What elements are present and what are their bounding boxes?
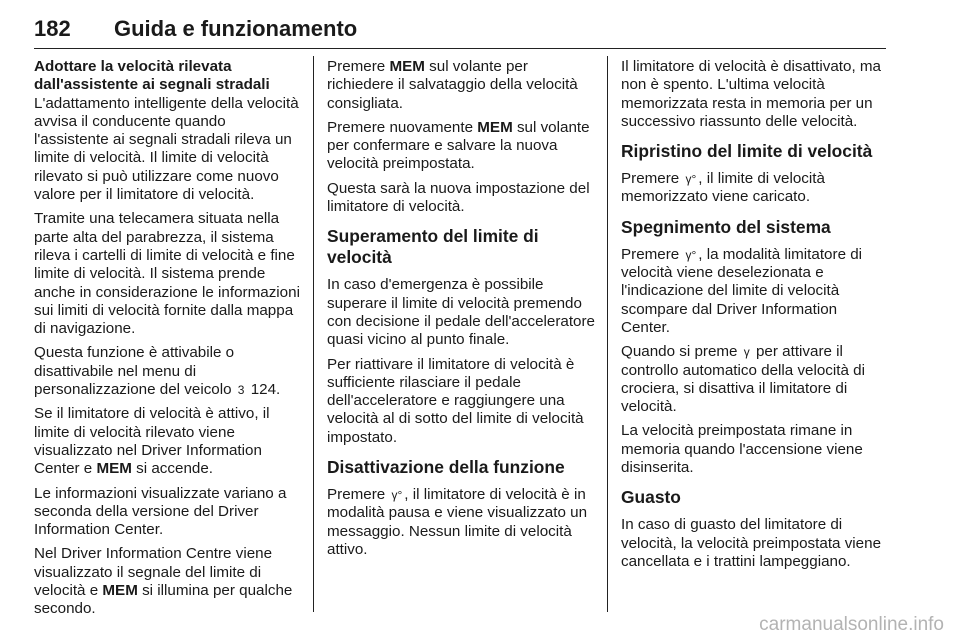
paragraph — [34, 545, 300, 618]
paragraph-text: per attivare il controllo automatico della velocità di crociera, si disattiva il limitatore di velocità. — [621, 343, 865, 416]
paragraph — [621, 343, 889, 416]
section-heading-restore-limit: Ripristino del limite di velocità — [621, 141, 873, 162]
paragraph-text: si illumina per qualche secondo. — [34, 582, 293, 618]
paragraph-text: Questa funzione è attivabile o disattivabile nel menu di personalizzazione del veicolo — [34, 344, 235, 399]
paragraph-text: sul volante per richiedere il salvataggio della velocità consigliata. — [327, 58, 578, 112]
paragraph: Questa sarà la nuova impostazione del limitatore di velocità. — [327, 179, 590, 216]
paragraph-text: Premere — [621, 170, 680, 188]
paragraph-text: Premere — [621, 245, 680, 263]
paragraph: Il limitatore di velocità è disattivato, ma non è spento. L'ultima velocità memorizzata resta in memoria per un successivo riassunto delle velocità. — [621, 58, 881, 130]
paragraph — [34, 344, 300, 399]
column-1 — [34, 58, 300, 625]
paragraph: Tramite una telecamera situata nella parte alta del parabrezza, il sistema rileva i cartelli di limite di velocità e fine limite di velocità. Il sistema prende anche in considerazione le informazioni sui limiti di velocità fornite dalla mappa di navigazione. — [34, 210, 300, 338]
section-heading-system-off: Spegnimento del sistema — [621, 216, 831, 237]
mem-label: MEM — [96, 460, 132, 478]
page-header — [34, 10, 886, 49]
column-3 — [621, 58, 889, 577]
paragraph-text: Premere nuovamente — [327, 118, 474, 136]
section-heading-fault: Guasto — [621, 487, 681, 508]
section-heading-adopt-speed: Adottare la velocità rilevata dall'assistente ai segnali stradali — [34, 58, 270, 94]
limiter-pause-icon: γ° — [391, 488, 403, 503]
paragraph: L'adattamento intelligente della velocità avvisa il conducente quando l'assistente ai segnali stradali rileva un limite di velocità. Il limite di velocità rilevato si può utilizzare come nuovo valore per il limitatore di velocità. — [34, 94, 299, 204]
section-heading-deactivation: Disattivazione della funzione — [327, 457, 565, 478]
paragraph: La velocità preimpostata rimane in memoria quando l'accensione viene disinserita. — [621, 422, 863, 477]
paragraph-text: Premere — [327, 486, 386, 504]
paragraph-text: , la modalità limitatore di velocità viene deselezionata e l'indicazione del limite di velocità scompare dal Driver Information Center. — [621, 245, 863, 336]
paragraph-text: , il limite di velocità memorizzato viene caricato. — [621, 170, 825, 206]
mem-label: MEM — [477, 118, 513, 136]
column-2 — [327, 58, 595, 565]
page-reference-arrow-icon[interactable]: 3 — [237, 383, 245, 398]
section-heading-exceed-limit: Superamento del limite di velocità — [327, 226, 539, 268]
watermark: carmanualsonline.info — [759, 614, 944, 635]
paragraph — [621, 170, 889, 207]
column-divider-2 — [607, 56, 608, 612]
paragraph: In caso di guasto del limitatore di velocità, la velocità preimpostata viene cancellata e i trattini lampeggiano. — [621, 516, 882, 570]
page-number: 182 — [34, 16, 71, 41]
paragraph — [327, 58, 595, 113]
page-reference[interactable]: 124. — [250, 381, 281, 399]
mem-label: MEM — [102, 582, 138, 600]
mem-label: MEM — [389, 58, 425, 75]
paragraph: Per riattivare il limitatore di velocità è sufficiente rilasciare il pedale dell'acceleratore e raggiungere una velocità al di sotto del limite di velocità impostato. — [327, 355, 584, 446]
paragraph — [327, 486, 595, 559]
paragraph-text: , il limitatore di velocità è in modalità pausa e viene visualizzato un messaggio. Nessun limite di velocità attivo. — [327, 486, 588, 558]
paragraph-text: Nel Driver Information Centre viene visualizzato il segnale del limite di velocità e — [34, 545, 273, 600]
page-title: Guida e funzionamento — [114, 16, 358, 41]
limiter-resume-icon: γ° — [685, 172, 697, 187]
paragraph-text: sul volante per confermare e salvare la nuova velocità preimpostata. — [327, 118, 590, 173]
paragraph-text: Quando si preme — [621, 343, 738, 361]
paragraph-text: Se il limitatore di velocità è attivo, il limite di velocità rilevato viene visualizzato nel Driver Information Center e — [34, 405, 270, 478]
limiter-off-icon: γ° — [685, 247, 697, 262]
paragraph — [327, 119, 595, 174]
paragraph-text: Premere — [327, 58, 386, 75]
paragraph-text: si accende. — [136, 460, 213, 478]
paragraph: Le informazioni visualizzate variano a seconda della versione del Driver Information Center. — [34, 484, 287, 539]
paragraph — [621, 246, 889, 337]
column-divider-1 — [313, 56, 314, 612]
paragraph: In caso d'emergenza è possibile superare il limite di velocità premendo con decisione il pedale dell'acceleratore quasi vicino al punto finale. — [327, 276, 596, 349]
cruise-control-icon: γ — [743, 345, 750, 360]
paragraph — [34, 405, 300, 478]
